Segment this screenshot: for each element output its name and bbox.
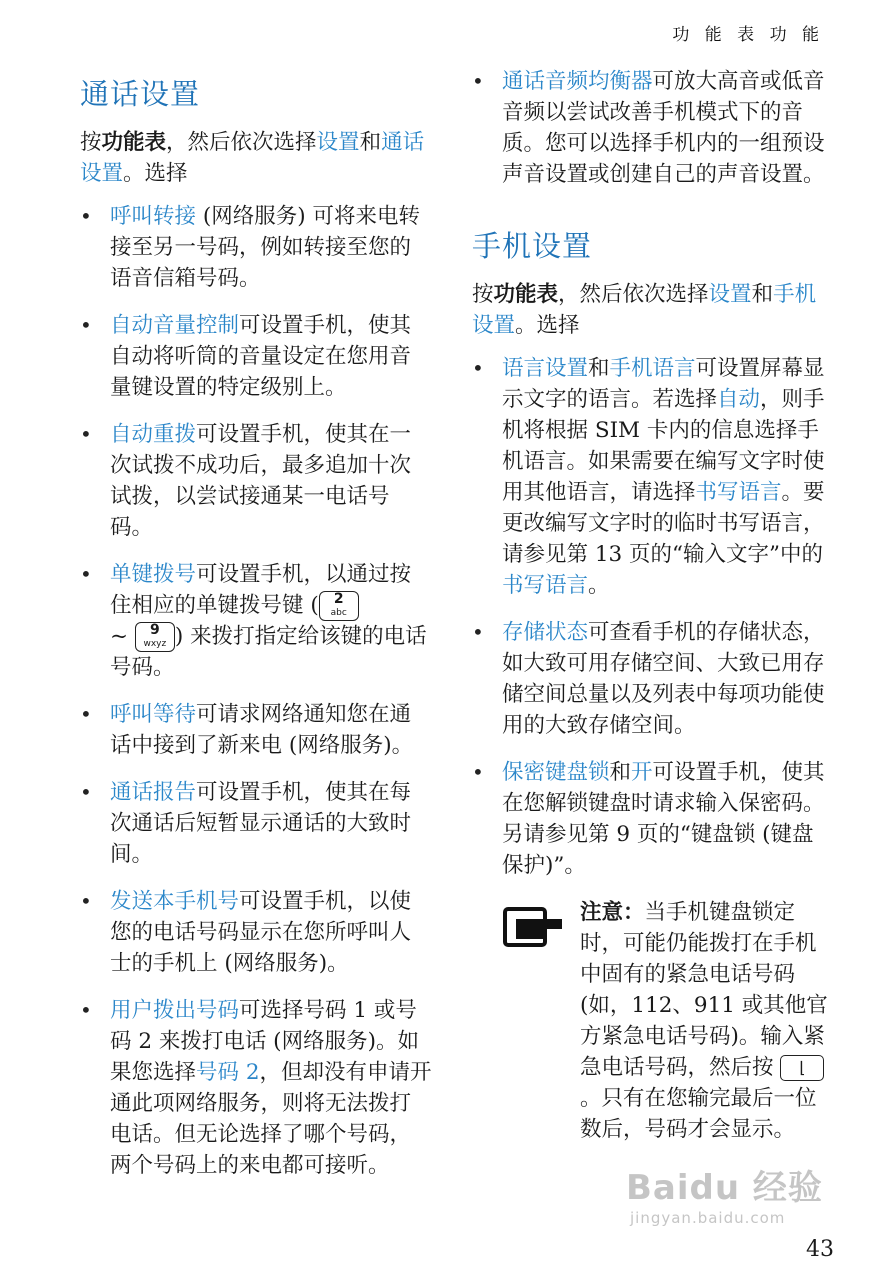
option-desc: 可设置手机，以通过按住相应的单键拨号键 ( xyxy=(110,562,412,618)
list-item xyxy=(80,886,432,979)
list-item xyxy=(80,310,432,403)
phone-settings-list xyxy=(472,353,832,881)
intro-text: 和 xyxy=(359,130,382,155)
key-label: 9 xyxy=(149,622,160,638)
note-label: 注意： xyxy=(580,900,645,925)
menu-term: 功能表 xyxy=(493,282,559,307)
list-item xyxy=(472,353,832,601)
key-2-icon xyxy=(319,591,359,621)
option-term: 用户拨出号码 xyxy=(110,998,240,1023)
option-desc: 和 xyxy=(609,760,632,785)
intro-text: ，然后依次选择 xyxy=(166,130,317,155)
option-desc: 可设置手机，使其在每次通话后短暂显示通话的大致时间。 xyxy=(110,780,412,867)
option-desc: (网络服务) 可将来电转接至另一号码，例如转接至您的语音信箱号码。 xyxy=(110,204,420,291)
option-desc: 可设置手机，使其自动将听筒的音量设定在您用音量键设置的特定级别上。 xyxy=(110,313,412,400)
baidu-watermark xyxy=(626,1160,836,1227)
call-key-icon: ⌊ xyxy=(780,1055,824,1081)
watermark-logo: Baidu 经验 xyxy=(626,1168,823,1208)
option-term: 通话音频均衡器 xyxy=(502,69,653,94)
note-text: 。只有在您输完最后一位数后，号码才会显示。 xyxy=(580,1086,817,1142)
option-term: 号码 2 xyxy=(196,1060,260,1085)
option-term: 书写语言 xyxy=(502,573,589,598)
section-title-phone-settings: 手机设置 xyxy=(472,229,593,263)
settings-term: 设置 xyxy=(708,282,752,307)
option-desc: 可设置屏幕显示文字的语言。若选择 xyxy=(502,356,825,412)
option-desc: 可设置手机，使其在您解锁键盘时请求输入保密码。另请参见第 9 页的“键盘锁 (键盘保护)”。 xyxy=(502,760,825,878)
note-block xyxy=(472,897,832,1145)
call-settings-list xyxy=(80,201,432,1181)
intro-text: 按 xyxy=(80,130,102,155)
key-label: 2 xyxy=(333,591,344,607)
option-term: 呼叫等待 xyxy=(110,702,197,727)
list-item xyxy=(80,699,432,761)
option-term: 通话报告 xyxy=(110,780,197,805)
list-item xyxy=(472,617,832,741)
page-number: 43 xyxy=(806,1237,834,1262)
list-item xyxy=(80,201,432,294)
watermark-url: jingyan.baidu.com xyxy=(630,1209,786,1227)
call-settings-intro xyxy=(80,127,432,189)
option-term: 开 xyxy=(631,760,653,785)
intro-text: 和 xyxy=(751,282,774,307)
option-term: 呼叫转接 xyxy=(110,204,197,229)
note-hand-icon xyxy=(502,903,566,951)
call-settings-term: 通话设置 xyxy=(80,130,425,186)
phone-settings-intro xyxy=(472,279,832,341)
option-term: 保密键盘锁 xyxy=(502,760,610,785)
list-item xyxy=(80,419,432,543)
option-term: 发送本手机号 xyxy=(110,889,240,914)
settings-term: 设置 xyxy=(316,130,360,155)
option-term: 手机语言 xyxy=(609,356,696,381)
option-desc: 可放大高音或低音音频以尝试改善手机模式下的音质。您可以选择手机内的一组预设声音设置或创建自己的声音设置。 xyxy=(502,69,825,187)
right-column xyxy=(472,66,832,1145)
intro-text: 。选择 xyxy=(123,161,188,186)
intro-text: 按 xyxy=(472,282,494,307)
option-desc: ~ xyxy=(110,624,135,649)
option-desc: 可查看手机的存储状态，如大致可用存储空间、大致已用存储空间总量以及列表中每项功能使用的大致存储空间。 xyxy=(502,620,825,738)
list-item xyxy=(80,777,432,870)
option-term: 自动音量控制 xyxy=(110,313,240,338)
note-text: 当手机键盘锁定时，可能仍能拨打在手机中固有的紧急电话号码 (如，112、911 或其他官方紧急电话号码)。输入紧急电话号码，然后按 xyxy=(580,900,828,1080)
option-term: 书写语言 xyxy=(695,480,782,505)
option-desc: 可请求网络通知您在通话中接到了新来电 (网络服务)。 xyxy=(110,702,414,758)
option-term: 单键拨号 xyxy=(110,562,197,587)
option-desc: 。要更改编写文字时的临时书写语言，请参见第 13 页的“输入文字”中的 xyxy=(502,480,825,567)
option-desc: 可设置手机，以使您的电话号码显示在您所呼叫人士的手机上 (网络服务)。 xyxy=(110,889,412,976)
option-desc: 可设置手机，使其在一次试拨不成功后，最多追加十次试拨，以尝试接通某一电话号码。 xyxy=(110,422,412,540)
phone-settings-term: 手机设置 xyxy=(472,282,817,338)
key-9-icon xyxy=(135,622,175,652)
key-sublabel: wxyz xyxy=(143,639,167,649)
option-desc: ) 来拨打指定给该键的电话号码。 xyxy=(110,624,427,680)
key-sublabel: abc xyxy=(330,608,347,618)
option-desc: 。 xyxy=(588,573,610,598)
option-term: 自动 xyxy=(717,387,761,412)
intro-text: ，然后依次选择 xyxy=(558,282,709,307)
section-title-call-settings: 通话设置 xyxy=(80,77,201,111)
call-settings-list-cont xyxy=(472,66,832,190)
option-desc: 和 xyxy=(588,356,610,381)
option-term: 存储状态 xyxy=(502,620,589,645)
option-term: 语言设置 xyxy=(502,356,589,381)
list-item xyxy=(472,757,832,881)
list-item xyxy=(80,995,432,1181)
intro-text: 。选择 xyxy=(515,313,580,338)
option-desc: ，则手机将根据 SIM 卡内的信息选择手机语言。如果需要在编写文字时使用其他语言，请选择 xyxy=(502,387,825,505)
left-column xyxy=(80,66,432,1197)
option-desc: ，但却没有申请开通此项网络服务，则将无法拨打电话。但无论选择了哪个号码，两个号码上的来电都可接听。 xyxy=(110,1060,432,1178)
option-term: 自动重拨 xyxy=(110,422,197,447)
menu-term: 功能表 xyxy=(101,130,167,155)
list-item xyxy=(80,559,432,683)
running-header: 功 能 表 功 能 xyxy=(672,25,824,45)
option-desc: 可选择号码 1 或号码 2 来拨打电话 (网络服务)。如果您选择 xyxy=(110,998,419,1085)
list-item xyxy=(472,66,832,190)
